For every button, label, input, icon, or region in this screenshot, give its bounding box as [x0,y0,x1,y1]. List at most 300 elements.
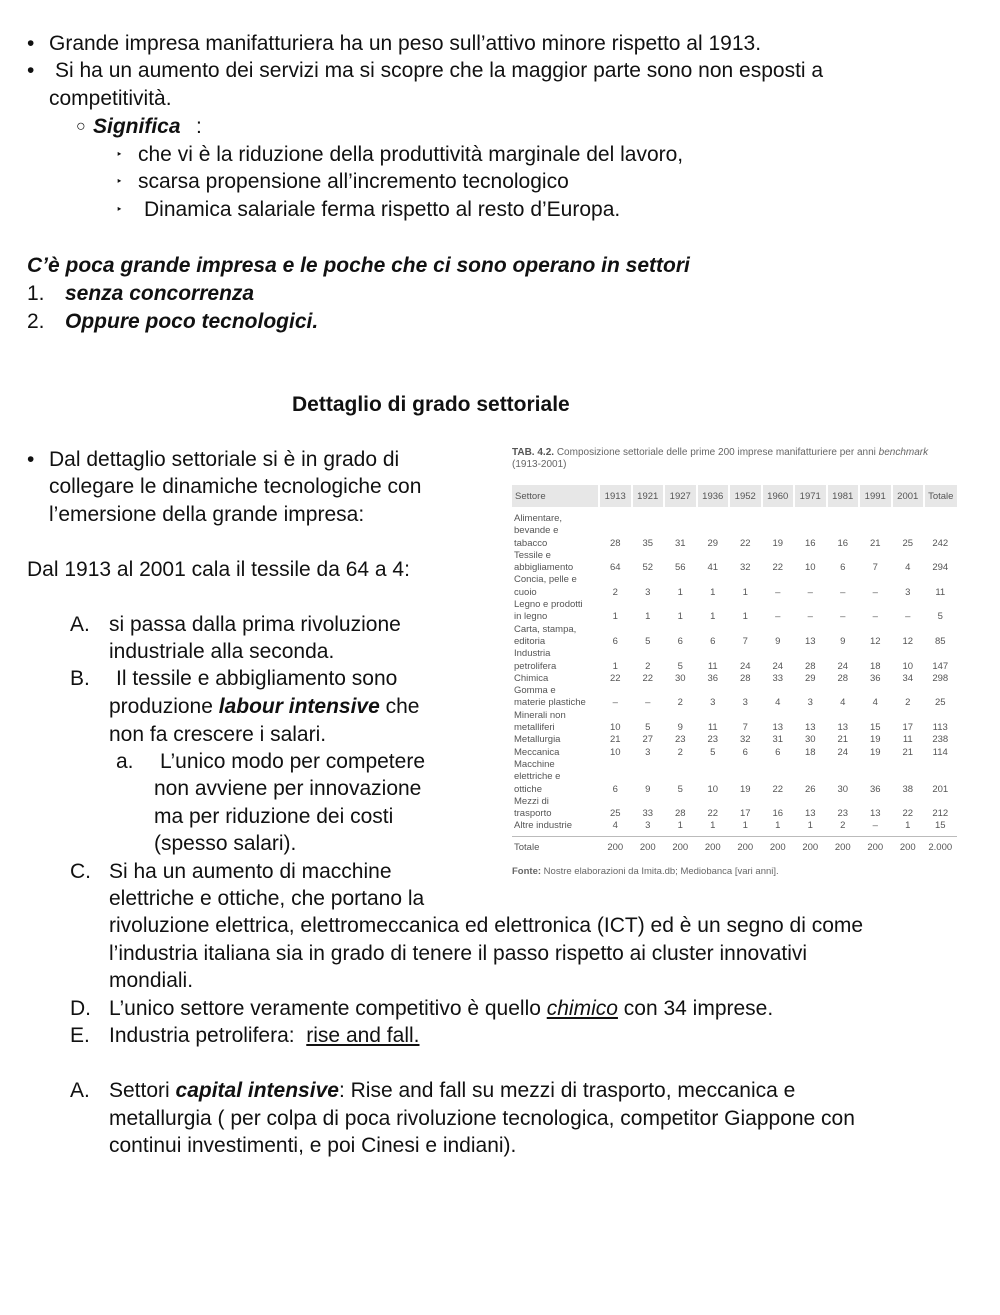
table-cell [664,550,697,562]
table-cell: 6 [840,562,846,574]
table-cell: 22 [772,562,784,574]
table-header-cell: 1981 [827,485,860,507]
table-row [512,771,957,783]
bullet-dot: • [27,59,35,82]
table-cell [697,685,730,697]
table-cell [599,771,632,783]
table-cell: 212 [932,808,949,820]
table-total-cell: 200 [859,836,892,855]
table-cell: 1 [742,820,748,832]
table-cell: 35 [642,537,654,549]
table-row [512,525,957,537]
table-cell: 24 [837,660,849,672]
table-total-cell: 200 [599,836,632,855]
table-cell: 4 [775,697,781,709]
table-cell: 27 [642,734,654,746]
table-cell: 33 [642,808,654,820]
significa-label: Significa [93,115,181,138]
table-cell: 11 [935,586,946,598]
table-cell [924,624,957,636]
table-cell: 3 [645,820,651,832]
table-cell [599,574,632,586]
table-cell: 30 [804,734,816,746]
table-cell [762,513,795,525]
table-cell: 12 [902,635,914,647]
table-cell [599,710,632,722]
table-cell: 242 [932,537,949,549]
list-text: elettriche e ottiche, che portano la [109,887,425,910]
table-row [512,599,957,611]
table-cell [599,599,632,611]
table-cell: 29 [804,672,816,684]
table-cell [924,710,957,722]
table-cell [729,574,762,586]
table-cell: 41 [707,562,719,574]
table-row-label: metalliferi [514,722,555,734]
list-text: metallurgia ( per colpa di poca rivoluzione tecnologica, competitor Giappone con [109,1107,855,1130]
table-cell: 2 [612,586,618,598]
table-cell: 28 [609,537,621,549]
triangle-bullet-icon: ‣ [116,149,123,161]
table-row [512,587,957,599]
table-cell [924,685,957,697]
list-text: Si ha un aumento di macchine [109,860,392,883]
table-cell: 1 [742,611,748,623]
table-cell: 3 [645,746,651,758]
numbered-marker: 1. [27,282,45,305]
table-cell [859,771,892,783]
table-cell [892,710,925,722]
table-row [512,759,957,771]
circle-bullet-icon: ○ [76,118,86,135]
table-cell [729,759,762,771]
text-run: Settori [109,1079,176,1102]
table-cell [729,599,762,611]
text-run: che [379,695,420,718]
table-cell: – [872,611,878,623]
table-row [512,562,957,574]
table-row [512,710,957,722]
table-row-label: Alimentare, [514,513,563,524]
table-cell [892,648,925,660]
table-cell [762,759,795,771]
table-header-cell: 1936 [697,485,730,507]
table-cell [794,796,827,808]
table-header-cell: 1952 [729,485,762,507]
table-cell [729,624,762,636]
table-row-label: Industria [514,648,551,660]
list-text: l’industria italiana sia in grado di tenere il passo rispetto ai cluster innovativi [109,942,808,965]
table-cell [794,574,827,586]
table-cell: 1 [905,820,911,832]
table-cell: 32 [739,562,751,574]
table-cell [794,771,827,783]
table-cell [794,624,827,636]
list-text: rivoluzione elettrica, elettromeccanica ed elettronica (ICT) ed è un segno di come [109,914,864,937]
table-cell [924,574,957,586]
table-row [512,734,957,746]
table-cell: 113 [932,722,948,734]
numbered-item: Oppure poco tecnologici. [65,310,319,333]
table-cell: 1 [645,611,651,623]
table-cell [632,759,665,771]
table-cell: 147 [932,660,949,672]
table-cell [664,525,697,537]
table-caption-text: Composizione settoriale delle prime 200 imprese manifatturiere per anni [556,447,876,458]
table-cell [697,550,730,562]
table-cell [859,525,892,537]
table-cell [632,796,665,808]
table-cell [729,525,762,537]
table-cell: 13 [869,808,881,820]
table-cell [827,599,860,611]
table-cell: 4 [840,697,846,709]
table-cell: 11 [707,660,718,672]
table-row-label: Macchine [514,758,555,770]
table-cell: 36 [869,672,881,684]
table-cell: 5 [645,635,651,647]
list-text: L’unico modo per competere [160,750,425,773]
table-row-label: Concia, pelle e [514,574,577,586]
list-text [109,1077,795,1105]
table-total-row [512,836,957,855]
table-cell: – [645,697,651,709]
table-row [512,550,957,562]
table-cell: 114 [932,746,948,758]
table-cell: 17 [739,808,751,820]
table-cell [762,599,795,611]
table-row [512,697,957,709]
list-text: non fa crescere i salari. [109,723,327,746]
table-cell: 5 [645,722,651,734]
table-cell [632,513,665,525]
table-cell [729,796,762,808]
emphasis: chimico [546,997,618,1020]
table-total-cell: 200 [664,836,697,855]
table-cell: 38 [902,783,914,795]
list-letter: B. [70,667,90,690]
table-cell [924,513,957,525]
table-cell [794,759,827,771]
triangle-bullet-icon: ‣ [116,176,123,188]
table-cell [892,796,925,808]
list-text: industriale alla seconda. [109,640,335,663]
table-cell: 24 [772,660,784,672]
table-cell: 64 [609,562,621,574]
table-row [512,796,957,808]
table-cell: 25 [609,808,621,820]
list-letter: E. [70,1024,90,1047]
table-cell [892,525,925,537]
table-cell [599,550,632,562]
table-cell [664,599,697,611]
table-cell: 294 [932,562,949,574]
table-cell [762,710,795,722]
bullet-dot: • [27,448,35,471]
table-cell [632,525,665,537]
table-cell: 6 [612,783,618,795]
table-cell: 16 [804,537,816,549]
table-cell [729,513,762,525]
table-cell [859,550,892,562]
table-row-label: elettriche e [514,771,561,783]
table-cell [892,513,925,525]
table-cell [762,574,795,586]
table-cell [892,599,925,611]
table-cell: 6 [677,635,683,647]
table-cell: 12 [869,635,881,647]
table-cell [632,685,665,697]
table-cell: 5 [677,660,683,672]
table-cell: 7 [872,562,878,574]
table-cell: 10 [609,746,621,758]
table-cell [827,710,860,722]
sub-item: scarsa propensione all’incremento tecnologico [138,170,569,193]
table-cell [632,624,665,636]
table-cell [697,759,730,771]
table-total-cell: 200 [794,836,827,855]
table-cell [892,550,925,562]
table-cell: – [872,586,878,598]
table-cell: 23 [707,734,719,746]
table-cell: 5 [710,746,716,758]
table-row-label: Altre industrie [514,820,573,832]
table-cell [924,550,957,562]
table-row [512,820,957,832]
table-cell [827,513,860,525]
table-row [512,784,957,796]
table-cell: 22 [707,808,719,820]
table-cell [762,796,795,808]
table-row [512,747,957,759]
table-cell [697,771,730,783]
sector-table-figure [512,447,967,887]
table-header-cell: 1913 [599,485,632,507]
table-cell: 11 [902,734,913,746]
bullet-text: l’emersione della grande impresa: [49,503,365,526]
table-cell: 6 [612,635,618,647]
numbered-marker: 2. [27,310,45,333]
bold-statement: C’è poca grande impresa e le poche che ci sono operano in settori [27,254,690,277]
table-row-label: petrolifera [514,660,557,672]
list-text: continui investimenti, e poi Cinesi e indiani). [109,1134,517,1157]
table-cell [697,710,730,722]
table-cell: 32 [739,734,751,746]
table-row [512,808,957,820]
table-cell: – [840,611,846,623]
table-total-cell: 2.000 [924,836,957,855]
emphasis: labour intensive [218,695,380,718]
table-row [512,624,957,636]
table-cell: 13 [804,808,816,820]
table-row [512,636,957,648]
table-cell [599,525,632,537]
table-row [512,685,957,697]
table-cell: 1 [710,611,716,623]
table-row-label: Legno e prodotti [514,599,583,611]
table-cell: 1 [775,820,781,832]
table-cell [924,648,957,660]
table-cell [924,599,957,611]
table-cell: 17 [902,722,914,734]
table-cell [794,710,827,722]
list-text [109,1022,420,1050]
table-caption-italic: benchmark [878,447,929,458]
list-letter: D. [70,997,91,1020]
table-cell: 2 [645,660,651,672]
table-cell: 1 [677,586,683,598]
table-cell: 22 [609,672,621,684]
table-header-sector: Settore [512,485,599,507]
numbered-item: senza concorrenza [65,282,255,305]
table-cell: 23 [674,734,686,746]
sector-table [512,485,957,855]
table-cell: 1 [612,660,618,672]
table-cell [664,574,697,586]
table-cell: 1 [612,611,618,623]
table-cell: 22 [772,783,784,795]
table-header-cell: 1927 [664,485,697,507]
table-cell [924,759,957,771]
table-cell: 28 [804,660,816,672]
table-cell: 28 [674,808,686,820]
table-cell: 4 [905,562,911,574]
table-cell: 298 [932,672,949,684]
table-row [512,538,957,550]
table-cell: 13 [804,722,816,734]
table-cell [664,771,697,783]
table-cell: 85 [934,635,946,647]
table-cell: – [807,586,813,598]
table-cell [827,574,860,586]
table-cell: 31 [674,537,686,549]
table-cell: 3 [905,586,911,598]
table-cell [729,771,762,783]
table-row-label: Mezzi di [514,795,549,807]
list-letter: C. [70,860,91,883]
table-cell: 26 [804,783,816,795]
list-text: ma per riduzione dei costi [154,805,394,828]
list-text: mondiali. [109,969,194,992]
table-cell [827,550,860,562]
table-cell: 52 [642,562,654,574]
emphasis: capital intensive [175,1079,339,1102]
table-cell: 28 [739,672,751,684]
table-cell: 5 [937,611,943,623]
table-cell [729,685,762,697]
table-cell [632,710,665,722]
list-text [109,995,773,1023]
table-cell: 21 [609,734,621,746]
table-cell: 30 [674,672,686,684]
table-cell [632,771,665,783]
table-cell: 3 [645,586,651,598]
table-header-cell: 1991 [859,485,892,507]
bullet-text-continued: competitività. [49,87,172,110]
table-cell: – [840,586,846,598]
table-cell [729,648,762,660]
table-cell [827,796,860,808]
text-run: Industria petrolifera: [109,1024,307,1047]
table-cell: 16 [837,537,849,549]
table-cell [632,574,665,586]
section-title: Dettaglio di grado settoriale [292,393,570,416]
table-cell: 13 [804,635,816,647]
table-cell [794,550,827,562]
table-cell: 13 [837,722,849,734]
table-cell: 1 [710,820,716,832]
table-cell [664,710,697,722]
triangle-bullet-icon: ‣ [116,204,123,216]
table-header-cell: 1971 [794,485,827,507]
table-row [512,661,957,673]
list-letter: A. [70,613,90,636]
table-cell [859,624,892,636]
table-cell: 15 [869,722,881,734]
table-cell [729,710,762,722]
table-cell: – [612,697,618,709]
table-cell: 25 [902,537,914,549]
bullet-text: Dal dettaglio settoriale si è in grado di [49,448,400,471]
table-cell [859,648,892,660]
list-letter: A. [70,1079,90,1102]
table-cell: 4 [612,820,618,832]
table-cell [762,685,795,697]
table-cell [892,771,925,783]
table-cell [794,513,827,525]
table-cell [859,685,892,697]
table-cell [794,685,827,697]
table-cell [762,550,795,562]
bullet-text: Si ha un aumento dei servizi ma si scopre che la maggior parte sono non esposti a [55,59,824,82]
table-cell: 9 [775,635,781,647]
table-cell [827,685,860,697]
table-cell: 30 [837,783,849,795]
table-cell: 10 [707,783,719,795]
table-row-label: ottiche [514,783,542,795]
table-cell: – [807,611,813,623]
table-total-cell: 200 [729,836,762,855]
table-cell [697,796,730,808]
table-cell [762,771,795,783]
table-cell: – [872,820,878,832]
table-row-label: bevande e [514,525,559,537]
table-cell: 2 [677,746,683,758]
table-cell [664,513,697,525]
sub-item: che vi è la riduzione della produttività marginale del lavoro, [138,143,684,166]
table-body [512,507,957,855]
table-cell: 22 [642,672,654,684]
table-cell: 9 [840,635,846,647]
table-cell [892,759,925,771]
table-cell [762,648,795,660]
table-cell: 201 [932,783,949,795]
table-cell [859,574,892,586]
table-row-label: Minerali non [514,709,566,721]
table-cell: 21 [869,537,881,549]
table-cell: 6 [775,746,781,758]
table-row [512,722,957,734]
table-row [512,611,957,623]
table-cell: 7 [742,635,748,647]
table-cell [859,759,892,771]
table-cell: 22 [902,808,914,820]
table-cell: 19 [739,783,751,795]
table-header-row [512,485,957,507]
table-cell: 28 [837,672,849,684]
table-cell: – [775,586,781,598]
table-cell [859,710,892,722]
